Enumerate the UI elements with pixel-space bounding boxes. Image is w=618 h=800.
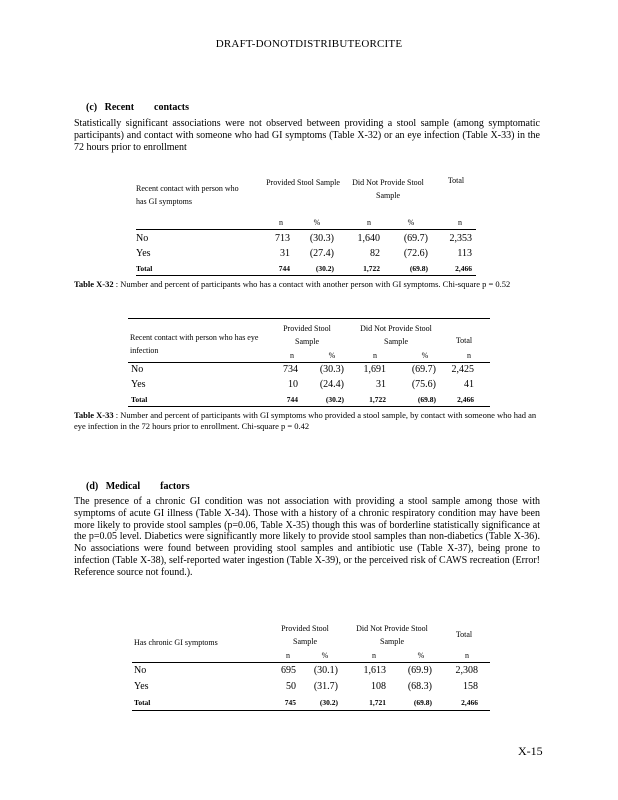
t33-sub-pct2: % xyxy=(421,351,429,360)
t33-sub-tot: n xyxy=(467,351,471,360)
t34-total-cell: 2,466 xyxy=(461,698,478,707)
t32-cell: 1,640 xyxy=(357,233,380,244)
t32-col-did-not: Did Not Provide Stool Sample xyxy=(352,178,424,200)
t33-cell: 2,425 xyxy=(451,364,474,375)
t32-col-total: Total xyxy=(447,176,465,185)
t34-row-label: No xyxy=(134,665,147,676)
t33-total-label: Total xyxy=(131,395,148,404)
t34-col-provided: Provided Stool Sample xyxy=(281,624,329,646)
t33-rule-mid xyxy=(128,362,490,363)
t32-total-cell: (30.2) xyxy=(315,264,334,273)
section-d-heading: (d) Medical factors xyxy=(86,481,190,492)
caption-text: : Number and percent of participants who has a contact with another person with GI symptoms. Chi-square p = 0.52 xyxy=(115,279,511,289)
t33-sub-n2: n xyxy=(373,351,377,360)
t34-row-label-header: Has chronic GI symptoms xyxy=(134,638,218,647)
t34-total-label: Total xyxy=(134,698,151,707)
t34-cell: 158 xyxy=(463,681,478,692)
caption-label: Table X-33 xyxy=(74,410,114,420)
t33-row-label: Yes xyxy=(131,379,146,390)
t33-row-label: No xyxy=(131,364,144,375)
t32-cell: (69.7) xyxy=(403,233,428,244)
t34-row-label: Yes xyxy=(134,681,149,692)
t34-total-cell: (30.2) xyxy=(319,698,338,707)
t34-total-cell: 745 xyxy=(284,698,296,707)
t32-cell: 82 xyxy=(370,248,380,259)
t34-sub-tot: n xyxy=(465,651,469,660)
t33-cell: (75.6) xyxy=(411,379,436,390)
t32-rule-top xyxy=(136,229,476,230)
t33-cell: 41 xyxy=(464,379,474,390)
t33-sub-n1: n xyxy=(290,351,294,360)
t33-row-label-header: Recent contact with person who has eye infection xyxy=(130,333,259,355)
t32-sub-n1: n xyxy=(279,218,283,227)
t32-total-cell: 744 xyxy=(278,264,290,273)
caption-text: : Number and percent of participants with GI symptoms who provided a stool sample, by contact with someone who had an eye infection in the 72 hours prior to enrollment. Chi-square p = 0.42 xyxy=(74,410,537,431)
t33-cell: 31 xyxy=(376,379,386,390)
t33-rule-bottom xyxy=(128,406,490,407)
table-x32-caption xyxy=(74,279,540,290)
page-number: X-15 xyxy=(518,744,543,758)
t32-col-provided: Provided Stool Sample xyxy=(266,178,340,187)
t33-rule-top xyxy=(128,318,490,319)
t32-cell: (72.6) xyxy=(403,248,428,259)
t32-cell: 31 xyxy=(280,248,290,259)
section-c-heading: (c) Recent contacts xyxy=(86,102,190,113)
t34-rule-mid xyxy=(132,662,490,663)
t34-cell: 108 xyxy=(371,681,386,692)
t32-total-cell: (69.8) xyxy=(409,264,428,273)
t33-col-total: Total xyxy=(455,336,473,345)
t34-cell: (69.9) xyxy=(407,665,432,676)
t32-cell: (30.3) xyxy=(309,233,334,244)
page-header: DRAFT-DONOTDISTRIBUTEORCITE xyxy=(215,38,403,50)
t32-row-label: Yes xyxy=(136,248,151,259)
t33-cell: 734 xyxy=(283,364,298,375)
t34-sub-n2: n xyxy=(372,651,376,660)
t34-total-cell: (69.8) xyxy=(413,698,432,707)
t32-sub-pct1: % xyxy=(313,218,321,227)
t33-total-cell: 2,466 xyxy=(457,395,474,404)
t34-col-total: Total xyxy=(455,630,473,639)
t34-sub-n1: n xyxy=(286,651,290,660)
t32-row-label: No xyxy=(136,233,149,244)
section-d-paragraph: The presence of a chronic GI condition was not association with providing a stool sample among those with symptoms of acute GI illness (Table X-34). Those with a history of a chronic respiratory condition may have been more likely to provide stool samples (p=0.06, Table X-35) though this was of borderline statistically significance at the p=0.05 level. Diabetics were significantly more likely to provide stool samples than non-diabetics (Table X-36). No associations were found between providing stool samples and antibiotic use (Table X-37), being prone to infection (Table X-38), self-reported water ingestion (Table X-39), or the perceived risk of CAWS recreation (Error! Reference source not found.). xyxy=(74,496,540,578)
t34-col-did-not: Did Not Provide Stool Sample xyxy=(356,624,428,646)
t32-rule-bottom xyxy=(136,275,476,276)
t33-cell: 10 xyxy=(288,379,298,390)
t33-sub-pct1: % xyxy=(328,351,336,360)
t32-cell: (27.4) xyxy=(309,248,334,259)
t32-sub-pct2: % xyxy=(407,218,415,227)
t32-cell: 2,353 xyxy=(449,233,472,244)
t33-cell: (30.3) xyxy=(319,364,344,375)
t33-col-did-not: Did Not Provide Stool Sample xyxy=(360,324,432,346)
t32-total-cell: 1,722 xyxy=(363,264,380,273)
t34-cell: 695 xyxy=(281,665,296,676)
section-c-paragraph: Statistically significant associations were not observed between providing a stool sample (among symptomatic participants) and contact with someone who had GI symptoms (Table X-32) or an eye infection (Table X-33) in the 72 hours prior to enrollment xyxy=(74,118,540,153)
t34-cell: 50 xyxy=(286,681,296,692)
t34-cell: (68.3) xyxy=(407,681,432,692)
t34-total-cell: 1,721 xyxy=(369,698,386,707)
t32-cell: 713 xyxy=(275,233,290,244)
t32-total-label: Total xyxy=(136,264,153,273)
t32-cell: 113 xyxy=(457,248,472,259)
t33-cell: 1,691 xyxy=(363,364,386,375)
t32-sub-n2: n xyxy=(367,218,371,227)
t34-cell: 2,308 xyxy=(455,665,478,676)
t33-col-provided: Provided Stool Sample xyxy=(283,324,331,346)
t33-total-cell: (30.2) xyxy=(325,395,344,404)
t34-cell: (30.1) xyxy=(313,665,338,676)
t33-cell: (69.7) xyxy=(411,364,436,375)
t34-sub-pct1: % xyxy=(321,651,329,660)
t33-total-cell: 744 xyxy=(286,395,298,404)
t34-cell: 1,613 xyxy=(363,665,386,676)
t32-sub-tot: n xyxy=(458,218,462,227)
t34-sub-pct2: % xyxy=(417,651,425,660)
t34-rule-bottom xyxy=(132,710,490,711)
t33-total-cell: 1,722 xyxy=(369,395,386,404)
t34-cell: (31.7) xyxy=(313,681,338,692)
t32-total-cell: 2,466 xyxy=(455,264,472,273)
table-x33-caption xyxy=(74,410,540,432)
t33-total-cell: (69.8) xyxy=(417,395,436,404)
caption-label: Table X-32 xyxy=(74,279,114,289)
t32-row-label-header: Recent contact with person who has GI symptoms xyxy=(136,184,239,206)
t33-cell: (24.4) xyxy=(319,379,344,390)
